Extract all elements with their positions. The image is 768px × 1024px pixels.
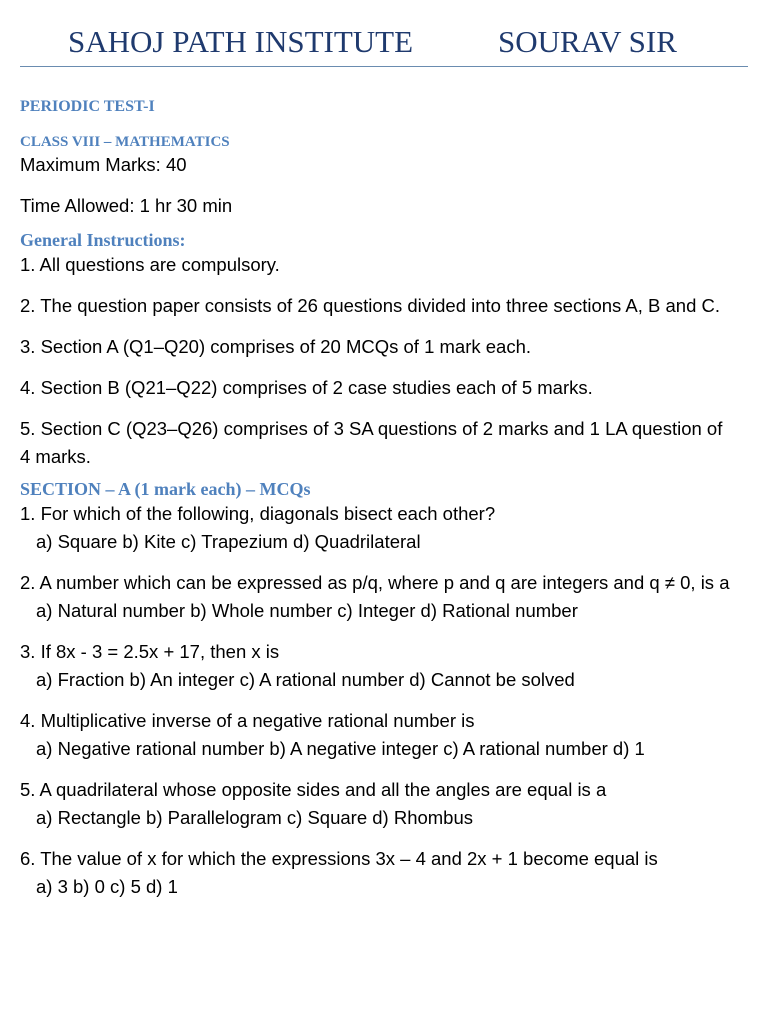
- question-options: a) Negative rational number b) A negative integer c) A rational number d) 1: [36, 738, 645, 759]
- question-item: [20, 500, 736, 556]
- question-options: a) Fraction b) An integer c) A rational number d) Cannot be solved: [36, 669, 575, 690]
- section-a-heading: SECTION – A (1 mark each) – MCQs: [20, 479, 311, 499]
- institute-name: SAHOJ PATH INSTITUTE: [68, 24, 414, 59]
- instruction-item: 1. All questions are compulsory.: [20, 254, 280, 275]
- document-body: [20, 98, 736, 901]
- teacher-name: SOURAV SIR: [498, 24, 677, 59]
- question-options: a) Square b) Kite c) Trapezium d) Quadrilateral: [36, 531, 421, 552]
- instruction-item: 4. Section B (Q21–Q22) comprises of 2 case studies each of 5 marks.: [20, 377, 593, 398]
- instruction-item: 3. Section A (Q1–Q20) comprises of 20 MCQs of 1 mark each.: [20, 336, 532, 357]
- question-text: 4. Multiplicative inverse of a negative rational number is: [20, 710, 475, 731]
- test-title: PERIODIC TEST-I: [20, 98, 155, 115]
- instruction-item: 5. Section C (Q23–Q26) comprises of 3 SA questions of 2 marks and 1 LA question of 4 marks.: [20, 418, 723, 467]
- page-header: [20, 18, 748, 67]
- question-item: [20, 569, 736, 625]
- question-item: [20, 776, 736, 832]
- class-subject: CLASS VIII – MATHEMATICS: [20, 134, 230, 150]
- question-item: [20, 638, 736, 694]
- question-text: 3. If 8x - 3 = 2.5x + 17, then x is: [20, 641, 280, 662]
- question-text: 6. The value of x for which the expressions 3x – 4 and 2x + 1 become equal is: [20, 848, 658, 869]
- instructions-heading: General Instructions:: [20, 230, 186, 250]
- question-options: a) 3 b) 0 c) 5 d) 1: [36, 876, 178, 897]
- time-allowed: Time Allowed: 1 hr 30 min: [20, 195, 233, 216]
- question-item: [20, 845, 736, 901]
- question-options: a) Rectangle b) Parallelogram c) Square d) Rhombus: [36, 807, 474, 828]
- question-text: 5. A quadrilateral whose opposite sides and all the angles are equal is a: [20, 779, 607, 800]
- question-text: 1. For which of the following, diagonals bisect each other?: [20, 503, 496, 524]
- question-text: 2. A number which can be expressed as p/q, where p and q are integers and q ≠ 0, is a: [20, 572, 730, 593]
- question-options: a) Natural number b) Whole number c) Integer d) Rational number: [36, 600, 578, 621]
- question-item: [20, 707, 736, 763]
- max-marks: Maximum Marks: 40: [20, 154, 187, 175]
- instruction-item: 2. The question paper consists of 26 questions divided into three sections A, B and C.: [20, 295, 721, 316]
